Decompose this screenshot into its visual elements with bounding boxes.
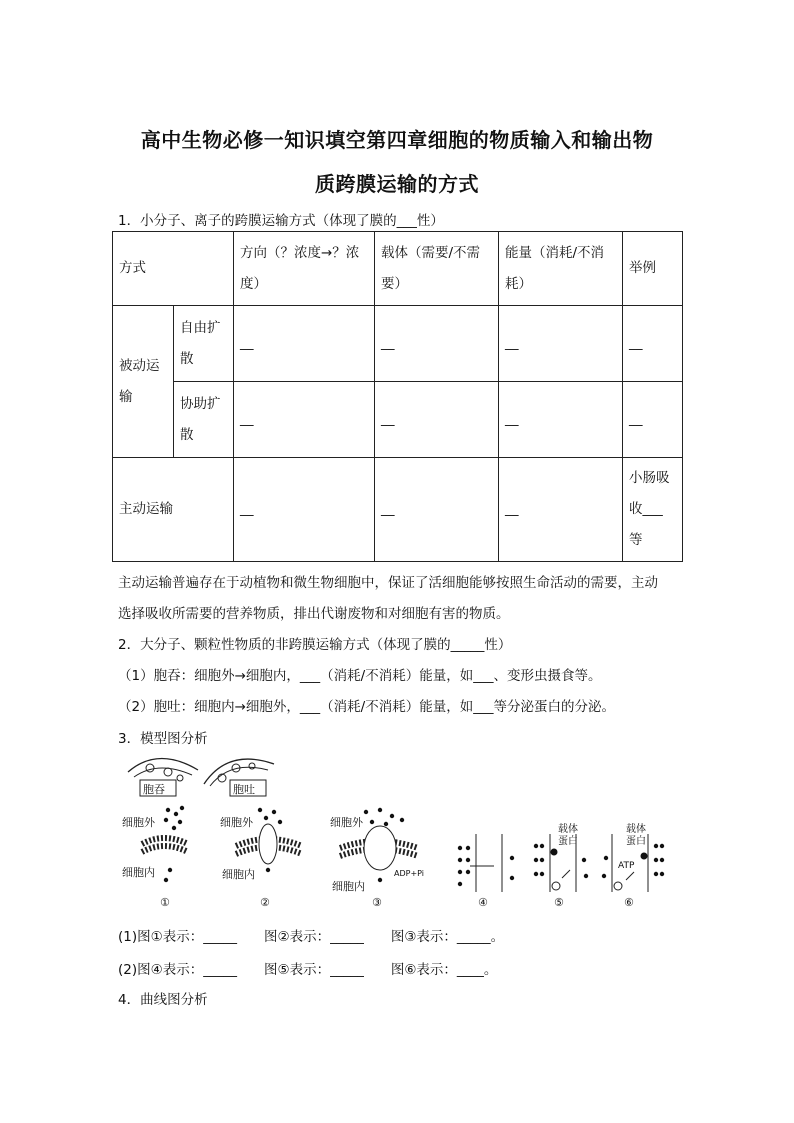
figure-number-4: ④	[478, 896, 488, 909]
table-header-row	[113, 232, 683, 306]
figure-number-3: ③	[372, 896, 382, 909]
outside-label: 细胞外	[122, 816, 155, 829]
title-line-1: 高中生物必修一知识填空第四章细胞的物质输入和输出物	[140, 128, 654, 152]
membrane-diagram-4	[458, 834, 514, 909]
blank-cell: __	[234, 306, 375, 382]
cell-facilitated-diffusion: 协助扩散	[174, 382, 234, 458]
blank-cell: __	[375, 458, 499, 562]
question-1: (1)图①表示：_____ 图②表示：_____ 图③表示：_____。	[118, 929, 505, 945]
title-line-2: 质跨膜运输的方式	[315, 172, 479, 196]
adp-label: ADP+Pi	[394, 869, 425, 878]
figure-number-6: ⑥	[624, 896, 634, 909]
membrane-diagram-3	[330, 808, 424, 909]
table-row	[113, 458, 683, 562]
header-direction: 方向（？浓度→？浓度）	[234, 232, 375, 306]
blank-cell: __	[499, 306, 623, 382]
membrane-diagram-1	[122, 806, 188, 909]
figure-number-2: ②	[260, 896, 270, 909]
header-example: 举例	[623, 232, 683, 306]
header-energy: 能量（消耗/不消耗）	[499, 232, 623, 306]
cell-active-example: 小肠吸收___等	[623, 458, 683, 562]
transport-model-figure	[118, 752, 688, 912]
table-row	[113, 306, 683, 382]
figure-number-1: ①	[160, 896, 170, 909]
inside-label: 细胞内	[222, 868, 255, 881]
blank-cell: __	[234, 382, 375, 458]
carrier-protein-label: 蛋白	[558, 836, 578, 847]
carrier-label: 载体	[626, 824, 646, 835]
note-line-1: 主动运输普遍存在于动植物和微生物细胞中，保证了活细胞能够按照生命活动的需要，主动	[118, 575, 658, 591]
endocytosis-diagram	[128, 758, 198, 796]
table-row	[113, 382, 683, 458]
cell-free-diffusion: 自由扩散	[174, 306, 234, 382]
membrane-diagram-5	[534, 822, 588, 909]
blank-cell: __	[375, 306, 499, 382]
endocytosis-label: 胞吞	[143, 783, 165, 796]
blank-cell: __	[499, 382, 623, 458]
outside-label: 细胞外	[330, 816, 363, 829]
cell-passive: 被动运输	[113, 306, 174, 458]
membrane-diagram-2	[220, 808, 302, 909]
note-line-2: 选择吸收所需要的营养物质，排出代谢废物和对细胞有害的物质。	[118, 606, 510, 622]
header-mode: 方式	[113, 232, 234, 306]
cell-active: 主动运输	[113, 458, 234, 562]
carrier-protein-label: 蛋白	[626, 836, 646, 847]
question-2: (2)图④表示：_____ 图⑤表示：_____ 图⑥表示：____。	[118, 962, 498, 978]
blank-cell: __	[234, 458, 375, 562]
exocytosis-diagram	[204, 759, 274, 796]
transport-table	[112, 231, 683, 562]
section-2-heading: 2．大分子、颗粒性物质的非跨膜运输方式（体现了膜的_____性）	[118, 637, 512, 653]
blank-cell: __	[623, 382, 683, 458]
inside-label: 细胞内	[332, 880, 365, 893]
section-1-heading: 1．小分子、离子的跨膜运输方式（体现了膜的___性）	[118, 213, 444, 229]
exocytosis-item: （2）胞吐：细胞内→细胞外，___（消耗/不消耗）能量，如___等分泌蛋白的分泌。	[118, 699, 615, 715]
section-3-heading: 3．模型图分析	[118, 731, 208, 747]
atp-label: ATP	[618, 861, 635, 871]
outside-label: 细胞外	[220, 816, 253, 829]
blank-cell: __	[623, 306, 683, 382]
header-carrier: 载体（需要/不需要）	[375, 232, 499, 306]
blank-cell: __	[375, 382, 499, 458]
membrane-diagram-6	[602, 822, 664, 909]
carrier-label: 载体	[558, 824, 578, 835]
inside-label: 细胞内	[122, 866, 155, 879]
exocytosis-label: 胞吐	[233, 783, 255, 796]
figure-number-5: ⑤	[554, 896, 564, 909]
blank-cell: __	[499, 458, 623, 562]
endocytosis-item: （1）胞吞：细胞外→细胞内，___（消耗/不消耗）能量，如___、变形虫摄食等。	[118, 668, 602, 684]
section-4-heading: 4．曲线图分析	[118, 992, 208, 1008]
